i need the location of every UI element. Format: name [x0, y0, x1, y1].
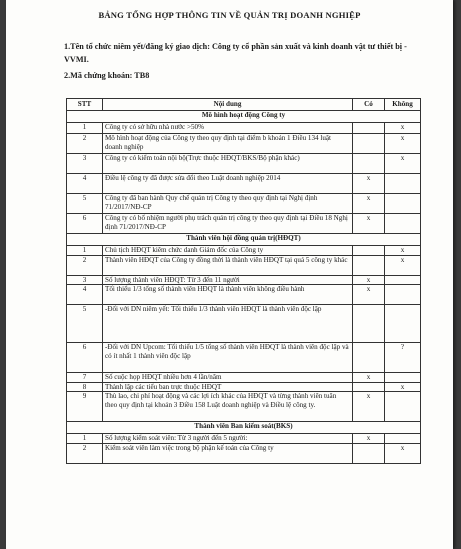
yes-mark: x [353, 285, 385, 305]
table-header-row [67, 99, 421, 111]
no-mark [385, 275, 421, 285]
row-number: 1 [67, 434, 103, 444]
table-row [67, 305, 421, 343]
row-content: Công ty có kiểm toán nội bộ(Trực thuộc HĐQT/BKS/Bộ phận khác) [103, 154, 353, 174]
yes-mark [353, 343, 385, 373]
yes-mark [353, 123, 385, 134]
no-mark: x [385, 443, 421, 463]
yes-mark: x [353, 434, 385, 444]
row-content: Điều lệ công ty đã được sửa đổi theo Luật doanh nghiệp 2014 [103, 174, 353, 194]
table-row [67, 174, 421, 194]
header-yes: Có [353, 99, 385, 111]
table-row [67, 255, 421, 275]
row-number: 2 [67, 134, 103, 154]
row-content: Số lượng kiểm soát viên: Từ 3 người đến 5 người: [103, 434, 353, 444]
row-content: Số cuộc họp HĐQT nhiều hơn 4 lần/năm [103, 373, 353, 383]
no-mark [385, 194, 421, 214]
row-content: Thành viên HĐQT của Công ty đồng thời là thành viên HĐQT tại quá 5 công ty khác [103, 255, 353, 275]
row-number: 3 [67, 154, 103, 174]
row-number: 9 [67, 392, 103, 422]
document-page [6, 0, 453, 549]
table-row [67, 246, 421, 256]
table-row [67, 373, 421, 383]
table-body [67, 111, 421, 464]
governance-table [66, 98, 421, 464]
table-row [67, 134, 421, 154]
no-mark: x [385, 154, 421, 174]
no-mark [385, 392, 421, 422]
header-content: Nội dung [103, 99, 353, 111]
yes-mark [353, 246, 385, 256]
table-row [67, 392, 421, 422]
row-content: Công ty đã ban hành Quy chế quản trị Công ty theo quy định tại Nghị định 71/2017/NĐ-CP [103, 194, 353, 214]
row-content: Chủ tịch HĐQT kiêm chức danh Giám đốc của Công ty [103, 246, 353, 256]
yes-mark: x [353, 373, 385, 383]
row-number: 1 [67, 246, 103, 256]
row-number: 4 [67, 174, 103, 194]
header-stt: STT [67, 99, 103, 111]
stock-code: 2.Mã chứng khoán: TB8 [64, 71, 150, 80]
no-mark: ? [385, 343, 421, 373]
yes-mark [353, 255, 385, 275]
row-content: -Đối với DN niêm yết: Tối thiểu 1/3 thành viên HĐQT là thành viên độc lập [103, 305, 353, 343]
no-mark [385, 373, 421, 383]
row-number: 6 [67, 343, 103, 373]
yes-mark [353, 443, 385, 463]
row-number: 5 [67, 305, 103, 343]
no-mark [385, 174, 421, 194]
no-mark [385, 285, 421, 305]
yes-mark: x [353, 214, 385, 234]
yes-mark: x [353, 392, 385, 422]
table-row [67, 382, 421, 392]
row-content: Thù lao, chi phí hoạt động và các lợi ích khác của HĐQT và từng thành viên tuân theo quy định tại khoản 3 Điều 158 Luật doanh nghiệp và Điều lệ công ty. [103, 392, 353, 422]
row-content: -Đối với DN Upcom: Tối thiểu 1/5 tổng số thành viên HĐQT là thành viên độc lập và có ít nhất 1 thành viên độc lập [103, 343, 353, 373]
row-number: 6 [67, 214, 103, 234]
section-header-row [67, 422, 421, 434]
row-content: Thành lập các tiểu ban trực thuộc HĐQT [103, 382, 353, 392]
section-title: Mô hình hoạt động Công ty [67, 111, 421, 123]
yes-mark: x [353, 194, 385, 214]
row-number: 2 [67, 255, 103, 275]
no-mark: x [385, 382, 421, 392]
row-number: 4 [67, 285, 103, 305]
row-number: 1 [67, 123, 103, 134]
organization-name: 1.Tên tổ chức niêm yết/đăng ký giao dịch: Công ty cổ phần sản xuất và kinh doanh vật tư thiết bị - VVMI. [64, 42, 407, 64]
table-row [67, 343, 421, 373]
row-content: Mô hình hoạt động của Công ty theo quy định tại điểm b khoản 1 Điều 134 luật doanh nghiệp [103, 134, 353, 154]
yes-mark [353, 382, 385, 392]
table-row [67, 434, 421, 444]
row-number: 3 [67, 275, 103, 285]
table-row [67, 123, 421, 134]
row-number: 7 [67, 373, 103, 383]
row-number: 2 [67, 443, 103, 463]
no-mark [385, 434, 421, 444]
table-row [67, 443, 421, 463]
table-row [67, 285, 421, 305]
section-header-row [67, 111, 421, 123]
header-no: Không [385, 99, 421, 111]
no-mark: x [385, 246, 421, 256]
yes-mark [353, 305, 385, 343]
row-content: Công ty có bổ nhiệm người phụ trách quản trị công ty theo quy định tại Điều 18 Nghị định 71/2017/NĐ-CP [103, 214, 353, 234]
row-content: Tối thiểu 1/3 tổng số thành viên HĐQT là thành viên không điều hành [103, 285, 353, 305]
yes-mark [353, 134, 385, 154]
table-row [67, 194, 421, 214]
row-number: 5 [67, 194, 103, 214]
no-mark [385, 305, 421, 343]
no-mark: x [385, 255, 421, 275]
row-content: Kiểm soát viên làm việc trong bộ phận kế toán của Công ty [103, 443, 353, 463]
yes-mark: x [353, 174, 385, 194]
table-row [67, 154, 421, 174]
section-header-row [67, 234, 421, 246]
row-content: Công ty có sở hữu nhà nước >50% [103, 123, 353, 134]
section-title: Thành viên hội đồng quản trị(HĐQT) [67, 234, 421, 246]
table-row [67, 214, 421, 234]
table-row [67, 275, 421, 285]
no-mark [385, 214, 421, 234]
no-mark: x [385, 134, 421, 154]
row-number: 8 [67, 382, 103, 392]
yes-mark: x [353, 275, 385, 285]
document-title: BẢNG TỔNG HỢP THÔNG TIN VỀ QUẢN TRỊ DOANH NGHIỆP [98, 10, 361, 20]
no-mark: x [385, 123, 421, 134]
yes-mark [353, 154, 385, 174]
section-title: Thành viên Ban kiểm soát(BKS) [67, 422, 421, 434]
row-content: Số lượng thành viên HĐQT: Từ 3 đến 11 người [103, 275, 353, 285]
